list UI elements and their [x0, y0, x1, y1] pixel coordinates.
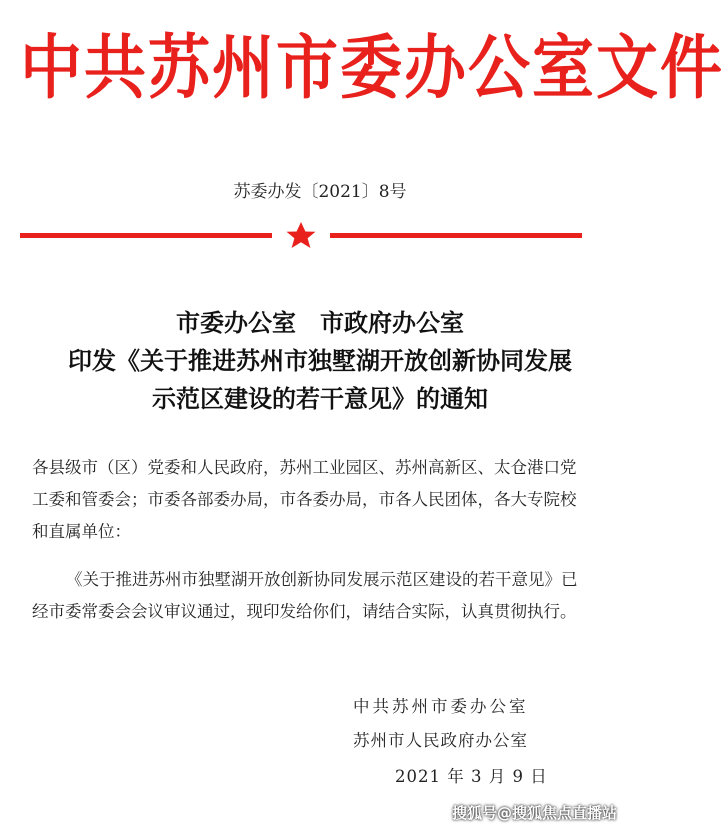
red-star-icon [282, 220, 320, 250]
signature-org-2: 苏州市人民政府办公室 [353, 731, 528, 750]
masthead-title: 中共苏州市委办公室文件 [20, 26, 724, 109]
notice-title-line-2: 印发《关于推进苏州市独墅湖开放创新协同发展 [68, 347, 572, 375]
notice-title-line-3: 示范区建设的若干意见》的通知 [152, 385, 488, 413]
addressee-paragraph: 各县级市（区）党委和人民政府，苏州工业园区、苏州高新区、太仓港口党工委和管委会；市委各部委办局，市各委办局，市各人民团体，各大专院校和直属单位： [32, 458, 577, 541]
body-paragraph: 《关于推进苏州市独墅湖开放创新协同发展示范区建设的若干意见》已经市委常委会会议审议通过，现印发给你们，请结合实际，认真贯彻执行。 [32, 570, 578, 621]
red-rule-left [20, 233, 272, 238]
signature-org-1: 中共苏州市委办公室 [353, 697, 529, 716]
red-rule-right [330, 233, 582, 238]
signature-date: 2021 年 3 月 9 日 [395, 767, 548, 786]
document-number: 苏委办发〔2021〕8号 [233, 182, 407, 202]
source-watermark: 搜狐号@搜狐焦点直播站 [452, 804, 618, 822]
notice-title-line-1: 市委办公室 市政府办公室 [176, 309, 464, 337]
